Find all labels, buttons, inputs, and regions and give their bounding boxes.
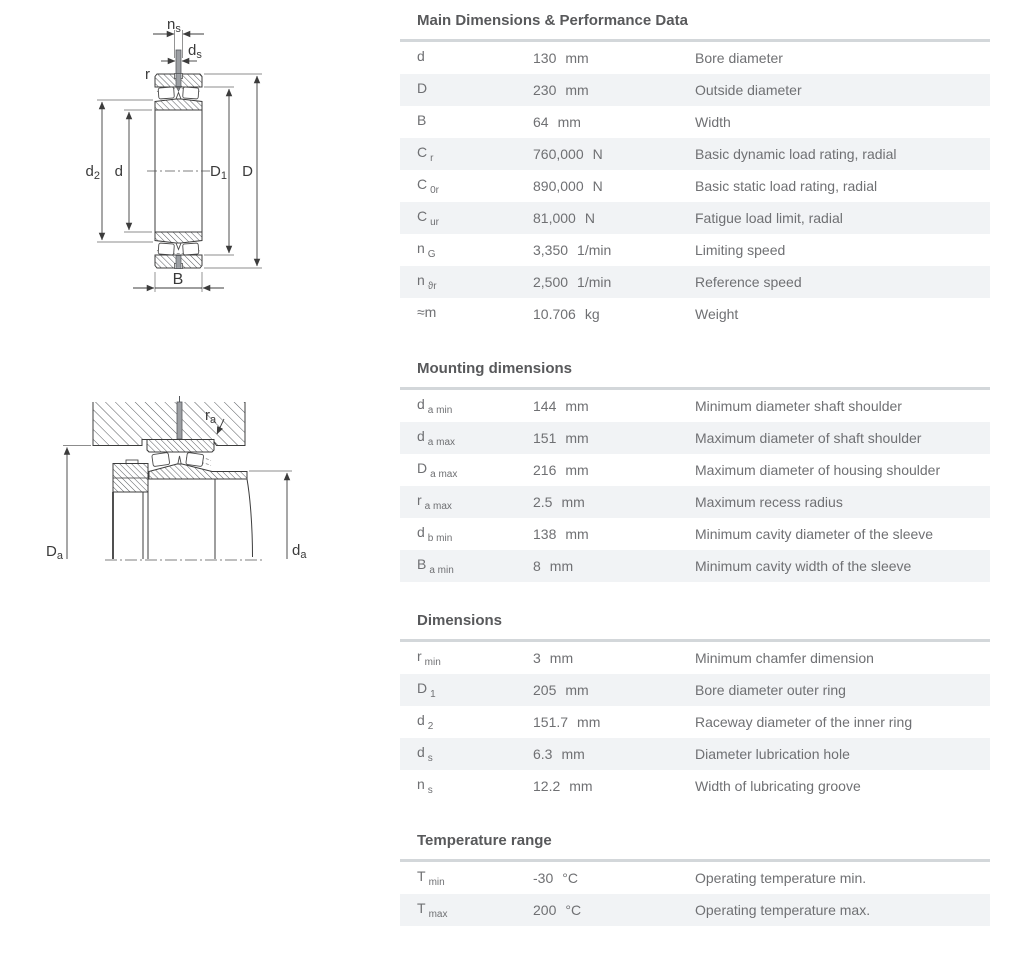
- parameter-value: 205 mm: [533, 682, 589, 698]
- parameter-symbol: r $_{min}$: [417, 648, 441, 668]
- parameter-symbol: B $_{a min}$: [417, 556, 454, 576]
- parameter-symbol: r $_{a max}$: [417, 492, 452, 512]
- parameter-unit: mm: [565, 50, 589, 66]
- section-rows: [400, 42, 990, 330]
- section-title: Mounting dimensions: [417, 360, 572, 377]
- parameter-symbol: D $_{a max}$: [417, 460, 458, 480]
- parameter-symbol: n $_{ϑr}$: [417, 272, 437, 292]
- table-row: [400, 234, 990, 266]
- parameter-unit: 1/min: [577, 242, 612, 258]
- parameter-description: Maximum diameter of shaft shoulder: [695, 430, 922, 446]
- parameter-symbol: T $_{min}$: [417, 868, 445, 888]
- parameter-value: 2.5 mm: [533, 494, 585, 510]
- parameter-description: Operating temperature max.: [695, 902, 871, 918]
- parameter-value: 12.2 mm: [533, 778, 593, 794]
- parameter-unit: mm: [549, 558, 574, 574]
- table-row: [400, 894, 990, 926]
- table-row: [400, 138, 990, 170]
- table-row: [400, 642, 990, 674]
- parameter-value: 230 mm: [533, 82, 589, 98]
- parameter-value: 2,500 1/min: [533, 274, 612, 290]
- parameter-value: 144 mm: [533, 398, 589, 414]
- section-rows: [400, 390, 990, 582]
- outer-ring-top: [155, 74, 202, 88]
- table-row: [400, 42, 990, 74]
- table-row: [400, 390, 990, 422]
- rollers-bottom: [157, 243, 200, 255]
- parameter-unit: kg: [584, 306, 600, 322]
- spec-section: [400, 612, 990, 802]
- section-title: Main Dimensions & Performance Data: [417, 12, 688, 29]
- outer-ring-bottom: [155, 255, 202, 269]
- label-Da: $D_a$: [46, 543, 63, 562]
- parameter-value: 81,000 N: [533, 210, 595, 226]
- parameter-description: Raceway diameter of the inner ring: [695, 714, 913, 730]
- parameter-value: 64 mm: [533, 114, 581, 130]
- label-D: D: [242, 163, 253, 180]
- parameter-description: Width of lubricating groove: [695, 778, 861, 794]
- parameter-description: Operating temperature min.: [695, 870, 867, 886]
- label-ds: $d_s$: [188, 42, 202, 61]
- table-row: [400, 770, 990, 802]
- parameter-symbol: T $_{max}$: [417, 900, 448, 920]
- parameter-unit: mm: [557, 114, 581, 130]
- table-row: [400, 74, 990, 106]
- spec-section: [400, 832, 990, 926]
- label-D1: $D_1$: [210, 163, 227, 182]
- bearing-cross-section-drawing: [86, 16, 262, 292]
- table-row: [400, 518, 990, 550]
- parameter-description: Minimum cavity width of the sleeve: [695, 558, 912, 574]
- label-r: r: [145, 66, 150, 83]
- parameter-description: Fatigue load limit, radial: [695, 210, 843, 226]
- parameter-unit: °C: [565, 902, 582, 918]
- table-row: [400, 674, 990, 706]
- parameter-unit: mm: [565, 82, 589, 98]
- table-row: [400, 706, 990, 738]
- parameter-symbol: B: [417, 112, 427, 129]
- parameter-symbol: C $_{0r}$: [417, 176, 440, 196]
- section-title: Dimensions: [417, 612, 503, 629]
- parameter-symbol: n $_G$: [417, 240, 436, 260]
- parameter-symbol: C $_{ur}$: [417, 208, 440, 228]
- rollers-top: [157, 87, 200, 99]
- parameter-description: Outside diameter: [695, 82, 802, 98]
- inner-ring-bottom: [155, 232, 202, 243]
- table-row: [400, 266, 990, 298]
- parameter-description: Diameter lubrication hole: [695, 746, 850, 762]
- parameter-unit: mm: [549, 650, 574, 666]
- table-row: [400, 170, 990, 202]
- sleeve-nut: [113, 460, 148, 492]
- table-row: [400, 738, 990, 770]
- parameter-value: 3,350 1/min: [533, 242, 612, 258]
- parameter-symbol: d: [417, 48, 425, 65]
- parameter-value: 10.706 kg: [533, 306, 600, 322]
- table-row: [400, 550, 990, 582]
- parameter-unit: mm: [569, 778, 593, 794]
- parameter-description: Width: [695, 114, 731, 130]
- parameter-value: 216 mm: [533, 462, 589, 478]
- parameter-unit: °C: [562, 870, 578, 886]
- parameter-value: 138 mm: [533, 526, 589, 542]
- section-rows: [400, 642, 990, 802]
- parameter-description: Maximum recess radius: [695, 494, 843, 510]
- parameter-unit: mm: [565, 462, 589, 478]
- parameter-value: -30 °C: [533, 870, 578, 886]
- parameter-unit: mm: [565, 682, 589, 698]
- parameter-symbol: D $_1$: [417, 680, 436, 700]
- parameter-unit: N: [592, 178, 603, 194]
- section-title: Temperature range: [417, 832, 552, 849]
- parameter-description: Minimum cavity diameter of the sleeve: [695, 526, 934, 542]
- parameter-description: Basic dynamic load rating, radial: [695, 146, 897, 162]
- parameter-description: Bore diameter outer ring: [695, 682, 846, 698]
- parameter-unit: N: [592, 146, 603, 162]
- parameter-value: 151.7 mm: [533, 714, 601, 730]
- table-row: [400, 422, 990, 454]
- section-rows: [400, 862, 990, 926]
- label-ra: $r_a$: [205, 407, 217, 426]
- parameter-description: Bore diameter: [695, 50, 783, 66]
- parameter-unit: mm: [565, 430, 589, 446]
- parameter-description: Limiting speed: [695, 242, 786, 258]
- lubrication-hole-mounted: [176, 396, 184, 446]
- spec-section: [400, 360, 990, 582]
- parameter-symbol: n $_s$: [417, 776, 433, 796]
- inner-ring-top: [155, 99, 202, 110]
- outer-ring-mounted: [147, 440, 214, 453]
- table-row: [400, 106, 990, 138]
- parameter-unit: mm: [577, 714, 601, 730]
- parameter-symbol: d $_{b min}$: [417, 524, 453, 544]
- technical-drawings: [0, 0, 400, 942]
- parameter-unit: 1/min: [577, 274, 612, 290]
- table-row: [400, 454, 990, 486]
- parameter-value: 8 mm: [533, 558, 574, 574]
- label-B: B: [172, 271, 184, 288]
- table-row: [400, 862, 990, 894]
- parameter-description: Basic static load rating, radial: [695, 178, 878, 194]
- spec-section: [400, 12, 990, 330]
- dimension-d2: [97, 100, 153, 242]
- parameter-value: 760,000 N: [533, 146, 603, 162]
- parameter-value: 130 mm: [533, 50, 589, 66]
- parameter-value: 6.3 mm: [533, 746, 585, 762]
- parameter-symbol: d $_{a min}$: [417, 396, 453, 416]
- dimension-Da: [63, 446, 91, 560]
- parameter-symbol: C $_r$: [417, 144, 434, 164]
- parameter-description: Weight: [695, 306, 739, 322]
- dimension-da: [249, 471, 292, 559]
- table-row: [400, 486, 990, 518]
- parameter-symbol: d $_{a max}$: [417, 428, 456, 448]
- parameter-symbol: D: [417, 80, 428, 97]
- label-d: d: [114, 163, 123, 180]
- spec-tables: [400, 0, 990, 956]
- parameter-symbol: d $_2$: [417, 712, 434, 732]
- parameter-description: Minimum diameter shaft shoulder: [695, 398, 902, 414]
- parameter-value: 151 mm: [533, 430, 589, 446]
- parameter-symbol: d $_s$: [417, 744, 433, 764]
- parameter-description: Minimum chamfer dimension: [695, 650, 874, 666]
- label-d2: $d_2$: [85, 163, 100, 182]
- parameter-value: 3 mm: [533, 650, 574, 666]
- table-row: [400, 298, 990, 330]
- parameter-unit: mm: [565, 526, 589, 542]
- parameter-value: 890,000 N: [533, 178, 603, 194]
- parameter-unit: mm: [561, 494, 585, 510]
- label-da: $d_a$: [292, 542, 307, 561]
- parameter-unit: N: [584, 210, 595, 226]
- parameter-unit: mm: [561, 746, 585, 762]
- parameter-symbol: ≈m: [417, 304, 437, 321]
- parameter-value: 200 °C: [533, 902, 582, 918]
- parameter-unit: mm: [565, 398, 589, 414]
- parameter-description: Reference speed: [695, 274, 802, 290]
- bearing-mounting-drawing: [46, 396, 307, 562]
- parameter-description: Maximum diameter of housing shoulder: [695, 462, 941, 478]
- table-row: [400, 202, 990, 234]
- label-ns: $n_s$: [167, 16, 181, 35]
